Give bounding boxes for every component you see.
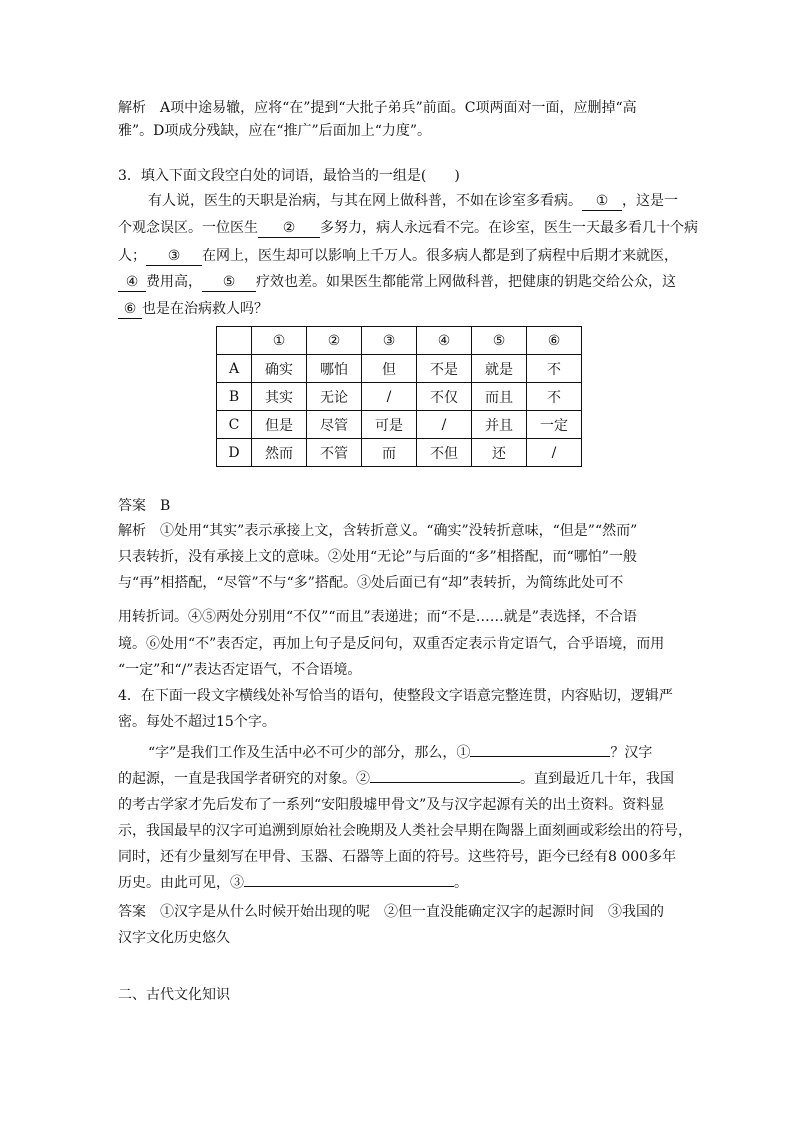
table-cell: ②: [307, 327, 362, 355]
q3-analysis-line5: 境。⑥处用“不”表否定，再加上句子是反问句，双重否定表示肯定语气，合乎语境，而用: [118, 636, 665, 652]
table-row: [217, 355, 582, 383]
table-cell: ④: [417, 327, 472, 355]
table-cell: 而: [362, 439, 417, 467]
table-cell: 不: [527, 383, 582, 411]
table-cell: /: [527, 439, 582, 467]
q3-passage-line3: 人； ③ 在网上，医生却可以影响上千万人。很多病人都是到了病程中后期才来就医，: [118, 248, 678, 264]
section-title: 二、古代文化知识: [118, 987, 230, 1003]
table-cell: 并且: [472, 411, 527, 439]
table-cell: ⑤: [472, 327, 527, 355]
table-cell: ①: [252, 327, 307, 355]
answer-label: 答案: [118, 498, 146, 514]
table-cell: 一定: [527, 411, 582, 439]
blank-q4-3: [244, 886, 454, 887]
table-cell: /: [362, 383, 417, 411]
blank-q4-1: [470, 756, 610, 757]
q2-analysis-line1: 解析 A项中途易辙，应将“在”提到“大批子弟兵”前面。C项两面对一面，应删掉“高: [118, 100, 637, 116]
q3-question: 3．填入下面文段空白处的词语，最恰当的一组是( ): [118, 168, 460, 184]
table-cell: ⑥: [527, 327, 582, 355]
q3-analysis-line6: “一定”和“/”表达否定语气，不合语境。: [118, 662, 362, 678]
q4-passage-line2: 的起源，一直是我国学者研究的对象。② 。直到最近几十年，我国: [118, 771, 674, 787]
q4-passage-line6: 历史。由此可见，③ 。: [118, 875, 468, 891]
blank-q4-2: [370, 782, 520, 783]
q3-passage-line5: ⑥ 也是在治病救人吗？: [118, 299, 678, 319]
q4-question-line2: 密。每处不超过15个字。: [118, 714, 276, 730]
analysis-label: 解析: [118, 100, 146, 116]
q4-passage-line4: 示，我国最早的汉字可追溯到原始社会晚期及人类社会早期在陶器上面刻画或彩绘出的符号，: [118, 823, 692, 839]
q2-analysis-line2: 雅”。D项成分残缺，应在“推广”后面加上“力度”。: [118, 123, 432, 139]
table-cell: 不仅: [417, 383, 472, 411]
table-cell: B: [217, 383, 252, 411]
q3-analysis-line1: 解析 ①处用“其实”表示承接上文，含转折意义。“确实”没转折意味，“但是”“然而”: [118, 523, 638, 539]
q3-analysis-line4: 用转折词。④⑤两处分别用“不仅”“而且”表递进；而“不是……就是”表选择，不合语: [118, 609, 637, 625]
table-cell: 不管: [307, 439, 362, 467]
table-cell: 然而: [252, 439, 307, 467]
table-cell: D: [217, 439, 252, 467]
table-cell: /: [417, 411, 472, 439]
analysis-label: 解析: [118, 523, 146, 539]
table-cell: 哪怕: [307, 355, 362, 383]
table-row: [217, 411, 582, 439]
blank-3: ③: [146, 247, 202, 266]
blank-4: ④: [118, 273, 146, 292]
blank-1: ①: [582, 192, 622, 211]
table-cell: 尽管: [307, 411, 362, 439]
q3-passage-line2: 个观念误区。一位医生 ② 多努力，病人永远看不完。在诊室，医生一天最多看几十个病: [118, 220, 698, 236]
blank-6: ⑥: [118, 300, 142, 319]
q4-passage-line1: “字”是我们工作及生活中必不可少的部分，那么，① ？汉字: [148, 745, 653, 761]
table-cell: C: [217, 411, 252, 439]
q3-analysis-line3: 与“再”相搭配，“尽管”不与“多”搭配。③处后面已有“却”表转折，为简练此处可不: [118, 575, 624, 591]
table-cell: 不是: [417, 355, 472, 383]
table-cell: 确实: [252, 355, 307, 383]
q3-answer: [118, 496, 678, 516]
table-cell: A: [217, 355, 252, 383]
table-cell: 其实: [252, 383, 307, 411]
table-cell: 无论: [307, 383, 362, 411]
table-row: [217, 439, 582, 467]
table-cell: 就是: [472, 355, 527, 383]
blank-2: ②: [258, 219, 320, 238]
answer-value: B: [160, 498, 171, 514]
q4-passage-line3: 的考古学家才先后发布了一系列“安阳殷墟甲骨文”及与汉字起源有关的出土资料。资料显: [118, 797, 665, 813]
table-cell: 不但: [417, 439, 472, 467]
table-cell: 而且: [472, 383, 527, 411]
options-table: [216, 326, 582, 467]
table-row: [217, 383, 582, 411]
table-cell: 不: [527, 355, 582, 383]
table-cell: [217, 327, 252, 355]
answer-label: 答案: [118, 904, 146, 920]
q4-answer-line2: 汉字文化历史悠久: [118, 930, 230, 946]
table-cell: 可是: [362, 411, 417, 439]
q3-passage-line1: 有人说，医生的天职是治病，与其在网上做科普，不如在诊室多看病。 ① ，这是一: [148, 193, 678, 209]
q4-passage-line5: 同时，还有少量刻写在甲骨、玉器、石器等上面的符号。这些符号，距今已经有8 000多年: [118, 849, 677, 865]
table-cell: 还: [472, 439, 527, 467]
table-cell: 但: [362, 355, 417, 383]
blank-5: ⑤: [202, 273, 256, 292]
q3-analysis-line2: 只表转折，没有承接上文的意味。②处用“无论”与后面的“多”相搭配，而“哪怕”一般: [118, 549, 637, 565]
q4-answer-line1: 答案 ①汉字是从什么时候开始出现的呢 ②但一直没能确定汉字的起源时间 ③我国的: [118, 904, 664, 920]
q4-question-line1: 4．在下面一段文字横线处补写恰当的语句，使整段文字语意完整连贯，内容贴切，逻辑严: [118, 688, 673, 704]
table-cell: ③: [362, 327, 417, 355]
table-header-row: [217, 327, 582, 355]
table-cell: 但是: [252, 411, 307, 439]
q3-passage-line4: ④ 费用高， ⑤ 疗效也差。如果医生都能常上网做科普，把健康的钥匙交给公众，这: [118, 272, 678, 292]
